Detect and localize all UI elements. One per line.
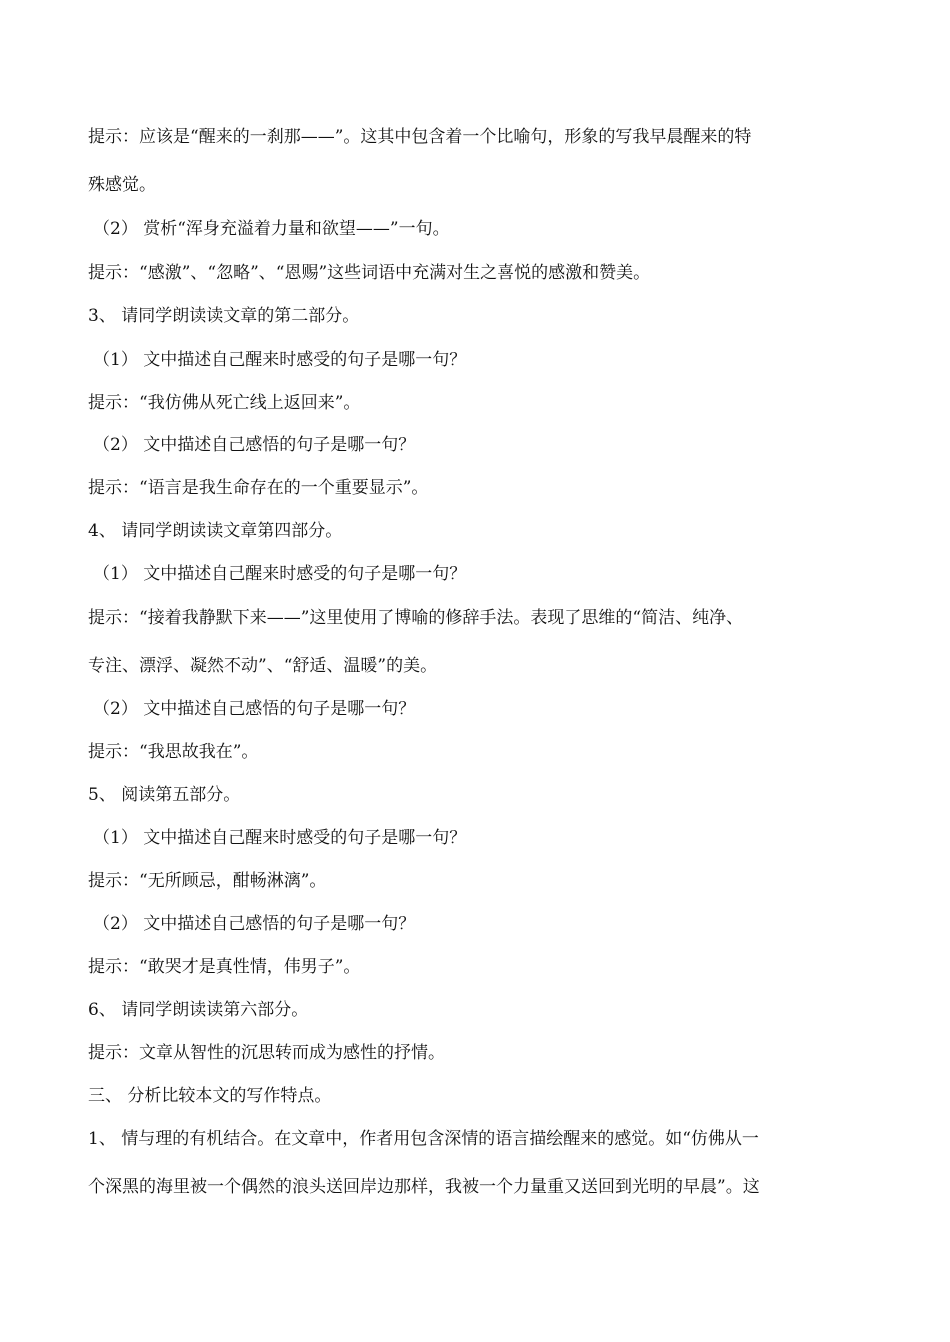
text-line-feature-1-cont: 个深黑的海里被一个偶然的浪头送回岸边那样，我被一个力量重又送回到光明的早晨”。这 — [88, 1177, 760, 1197]
text-line-hint-3-1: 提示：“我仿佛从死亡线上返回来”。 — [88, 393, 361, 413]
text-line-question-4-1: （1） 文中描述自己醒来时感受的句子是哪一句？ — [93, 564, 467, 584]
text-line-question-3-1: （1） 文中描述自己醒来时感受的句子是哪一句？ — [93, 350, 467, 370]
text-line-question-4-2: （2） 文中描述自己感悟的句子是哪一句？ — [93, 699, 416, 719]
text-line-hint-4-2: 提示：“我思故我在”。 — [88, 742, 259, 762]
text-line-hint-5-1: 提示：“无所顾忌，酣畅淋漓”。 — [88, 871, 327, 891]
text-line-heading-3: 三、 分析比较本文的写作特点。 — [88, 1086, 332, 1106]
text-line-hint-awakening-cont: 殊感觉。 — [88, 175, 156, 195]
text-line-hint-3-2: 提示：“语言是我生命存在的一个重要显示”。 — [88, 478, 429, 498]
text-line-question-5-1: （1） 文中描述自己醒来时感受的句子是哪一句？ — [93, 828, 467, 848]
text-line-question-appreciate: （2） 赏析“浑身充溢着力量和欲望——”一句。 — [93, 219, 450, 239]
text-line-hint-4-1-cont: 专注、漂浮、凝然不动”、“舒适、温暖”的美。 — [88, 656, 438, 676]
text-line-hint-5-2: 提示：“敢哭才是真性情，伟男子”。 — [88, 957, 361, 977]
text-line-section-4: 4、 请同学朗读读文章第四部分。 — [88, 521, 343, 541]
text-line-question-3-2: （2） 文中描述自己感悟的句子是哪一句？ — [93, 435, 416, 455]
text-line-hint-gratitude: 提示：“感激”、“忽略”、“恩赐”这些词语中充满对生之喜悦的感激和赞美。 — [88, 263, 651, 283]
text-line-section-5: 5、 阅读第五部分。 — [88, 785, 241, 805]
text-line-feature-1: 1、 情与理的有机结合。在文章中，作者用包含深情的语言描绘醒来的感觉。如“仿佛从一 — [88, 1129, 759, 1149]
text-line-hint-awakening: 提示：应该是“醒来的一刹那——”。这其中包含着一个比喻句，形象的写我早晨醒来的特 — [88, 127, 752, 147]
text-line-hint-4-1: 提示：“接着我静默下来——”这里使用了博喻的修辞手法。表现了思维的“简洁、纯净、 — [88, 608, 744, 628]
text-line-section-6: 6、 请同学朗读读第六部分。 — [88, 1000, 309, 1020]
text-line-hint-6: 提示：文章从智性的沉思转而成为感性的抒情。 — [88, 1043, 445, 1063]
text-line-question-5-2: （2） 文中描述自己感悟的句子是哪一句？ — [93, 914, 416, 934]
text-line-section-3: 3、 请同学朗读读文章的第二部分。 — [88, 306, 360, 326]
